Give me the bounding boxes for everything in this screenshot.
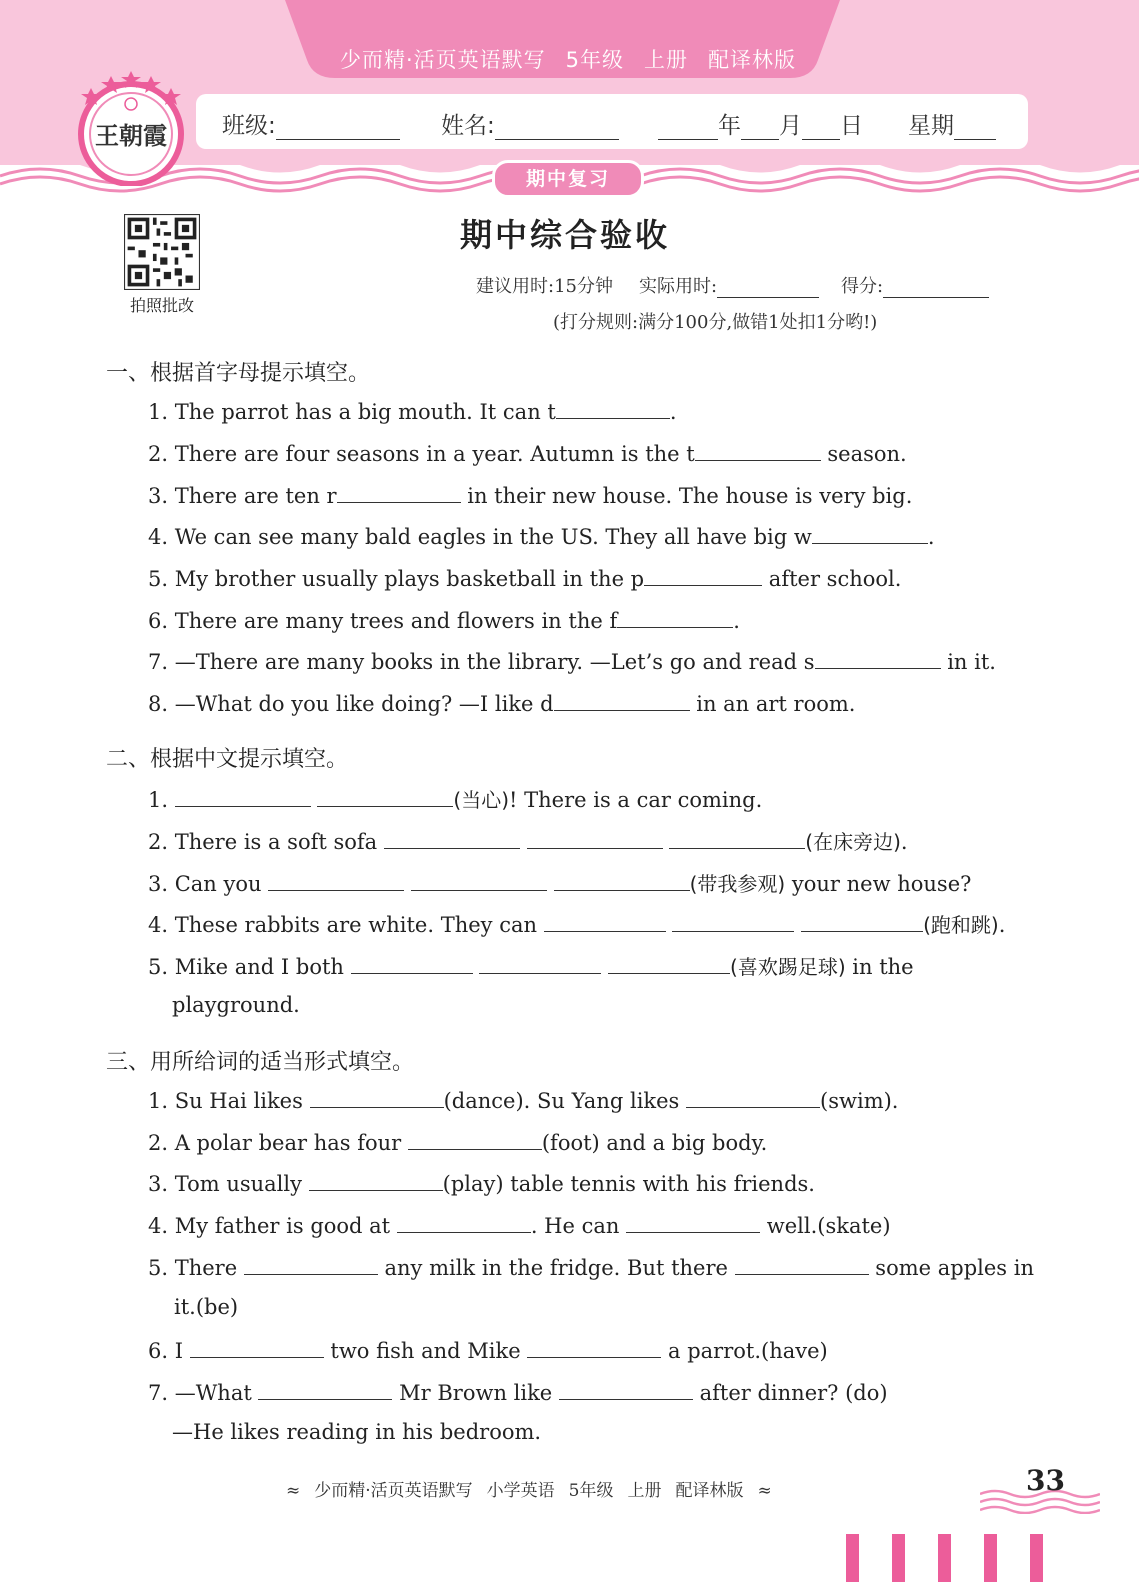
time-score-line xyxy=(476,272,989,298)
answer-blank[interactable] xyxy=(258,1379,392,1400)
page-footer: ≈ 少而精·活页英语默写 小学英语 5年级 上册 配译林版 ≈ xyxy=(286,1481,772,1501)
s3-question-7: 7. —What Mr Brown like after dinner? (do) xyxy=(148,1381,888,1405)
answer-blank[interactable] xyxy=(544,911,666,932)
qr-label: 拍照批改 xyxy=(129,296,194,315)
s2-question-1: 1. (当心)! There is a car coming. xyxy=(148,788,763,812)
class-field xyxy=(222,107,400,140)
wave-icon: ≈ xyxy=(757,1481,772,1501)
s3-question-4: 4. My father is good at . He can well.(skate) xyxy=(148,1214,891,1238)
weekday-label: 星期 xyxy=(908,113,954,139)
s1-question-2: 2. There are four seasons in a year. Autumn is the t season. xyxy=(148,442,907,466)
year-blank[interactable] xyxy=(658,117,718,140)
page-number: 33 xyxy=(1026,1464,1065,1497)
s3-question-7-answer: —He likes reading in his bedroom. xyxy=(172,1420,542,1444)
score-blank[interactable] xyxy=(883,279,989,298)
student-info-box xyxy=(196,94,1028,149)
qr-code-icon[interactable] xyxy=(124,214,200,290)
name-label: 姓名: xyxy=(441,113,495,139)
s2-question-2: 2. There is a soft sofa (在床旁边). xyxy=(148,830,908,854)
s1-question-7: 7. —There are many books in the library. —Let’s go and read s in it. xyxy=(148,650,996,674)
s1-question-1: 1. The parrot has a big mouth. It can t . xyxy=(148,400,677,424)
name-field xyxy=(441,107,619,140)
s1-question-8: 8. —What do you like doing? —I like d in an art room. xyxy=(148,692,856,716)
answer-blank[interactable] xyxy=(175,786,311,807)
answer-blank[interactable] xyxy=(608,953,730,974)
answer-blank[interactable] xyxy=(190,1337,324,1358)
class-blank[interactable] xyxy=(276,117,400,140)
section-3-heading: 三、用所给词的适当形式填空。 xyxy=(106,1050,415,1075)
s3-question-3: 3. Tom usually (play) table tennis with his friends. xyxy=(148,1172,815,1196)
year-label: 年 xyxy=(718,113,741,139)
edge-bar xyxy=(1030,1534,1043,1582)
name-blank[interactable] xyxy=(495,117,619,140)
answer-blank[interactable] xyxy=(559,1379,693,1400)
day-label: 日 xyxy=(840,113,863,139)
answer-blank[interactable] xyxy=(527,1337,661,1358)
logo-text: 王朝霞 xyxy=(95,121,167,150)
answer-blank[interactable] xyxy=(408,1129,542,1150)
day-blank[interactable] xyxy=(802,117,840,140)
answer-blank[interactable] xyxy=(669,828,805,849)
answer-blank[interactable] xyxy=(812,523,928,544)
edge-bar xyxy=(938,1534,951,1582)
answer-blank[interactable] xyxy=(527,828,663,849)
answer-blank[interactable] xyxy=(397,1212,531,1233)
edge-bar xyxy=(984,1534,997,1582)
month-label: 月 xyxy=(779,113,802,139)
section-2-heading: 二、根据中文提示填空。 xyxy=(106,747,349,772)
answer-blank[interactable] xyxy=(337,482,461,503)
answer-blank[interactable] xyxy=(310,1087,444,1108)
answer-blank[interactable] xyxy=(801,911,923,932)
weekday-blank[interactable] xyxy=(954,117,996,140)
answer-blank[interactable] xyxy=(617,607,733,628)
term-label: 上册 xyxy=(644,48,689,72)
answer-blank[interactable] xyxy=(686,1087,820,1108)
answer-blank[interactable] xyxy=(815,648,941,669)
date-field xyxy=(658,107,863,140)
weekday-field xyxy=(908,107,996,140)
answer-blank[interactable] xyxy=(695,440,821,461)
class-label: 班级: xyxy=(222,113,276,139)
s3-question-5-cont: it.(be) xyxy=(174,1295,239,1319)
answer-blank[interactable] xyxy=(554,870,690,891)
answer-blank[interactable] xyxy=(626,1212,760,1233)
answer-blank[interactable] xyxy=(309,1170,443,1191)
series-title: 少而精·活页英语默写 xyxy=(339,48,546,72)
answer-blank[interactable] xyxy=(554,690,690,711)
answer-blank[interactable] xyxy=(244,1254,378,1275)
edge-bar xyxy=(892,1534,905,1582)
s3-question-2: 2. A polar bear has four (foot) and a big body. xyxy=(148,1131,768,1155)
answer-blank[interactable] xyxy=(268,870,404,891)
suggested-time: 建议用时:15分钟 xyxy=(476,276,613,297)
answer-blank[interactable] xyxy=(672,911,794,932)
s3-question-1: 1. Su Hai likes (dance). Su Yang likes (swim). xyxy=(148,1089,899,1113)
s3-question-6: 6. I two fish and Mike a parrot.(have) xyxy=(148,1339,828,1363)
answer-blank[interactable] xyxy=(411,870,547,891)
scoring-rule: (打分规则:满分100分,做错1处扣1分哟!) xyxy=(553,312,878,333)
s1-question-6: 6. There are many trees and flowers in the f . xyxy=(148,609,740,633)
s1-question-5: 5. My brother usually plays basketball in the p after school. xyxy=(148,567,902,591)
answer-blank[interactable] xyxy=(556,398,670,419)
s2-question-4: 4. These rabbits are white. They can (跑和跳). xyxy=(148,913,1006,937)
score-label: 得分: xyxy=(841,276,884,297)
s1-question-4: 4. We can see many bald eagles in the US. They all have big w . xyxy=(148,525,935,549)
grade-label: 5年级 xyxy=(565,48,625,72)
page-title: 期中综合验收 xyxy=(459,216,670,254)
s1-question-3: 3. There are ten r in their new house. The house is very big. xyxy=(148,484,913,508)
section-1-heading: 一、根据首字母提示填空。 xyxy=(106,361,371,386)
edge-bar xyxy=(846,1534,859,1582)
answer-blank[interactable] xyxy=(644,565,762,586)
edition-label: 配译林版 xyxy=(708,48,797,72)
s2-question-5-cont: playground. xyxy=(172,993,300,1017)
answer-blank[interactable] xyxy=(479,953,601,974)
s2-question-5: 5. Mike and I both (喜欢踢足球) in the xyxy=(148,955,914,979)
s3-question-5: 5. There any milk in the fridge. But there some apples in xyxy=(148,1256,1034,1280)
midterm-badge: 期中复习 xyxy=(492,160,644,198)
answer-blank[interactable] xyxy=(351,953,473,974)
brand-logo xyxy=(76,66,186,186)
actual-time-label: 实际用时: xyxy=(638,276,718,297)
s2-question-3: 3. Can you (带我参观) your new house? xyxy=(148,872,972,896)
actual-time-blank[interactable] xyxy=(717,279,819,298)
answer-blank[interactable] xyxy=(384,828,520,849)
series-banner xyxy=(318,44,818,76)
month-blank[interactable] xyxy=(741,117,779,140)
answer-blank[interactable] xyxy=(317,786,453,807)
wave-icon: ≈ xyxy=(286,1481,301,1501)
answer-blank[interactable] xyxy=(735,1254,869,1275)
